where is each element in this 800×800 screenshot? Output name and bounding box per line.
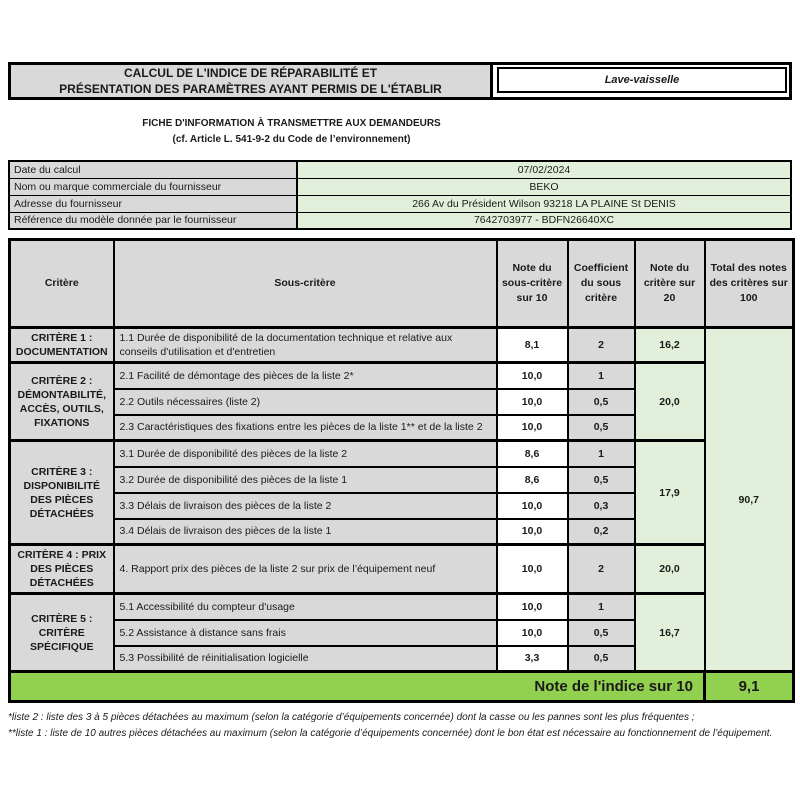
note20-critere-4: 20,0 — [635, 545, 705, 594]
table-row — [9, 161, 791, 178]
critere-3-label: CRITÈRE 3 : DISPONIBILITÉ DES PIÈCES DÉTACHÉES — [10, 441, 114, 545]
table-header-row — [10, 240, 794, 328]
note-5-2: 10,0 — [497, 620, 568, 646]
header-note-sous-critere: Note du sous-critère sur 10 — [497, 240, 568, 328]
info-value-date: 07/02/2024 — [297, 161, 791, 178]
header-critere: Critère — [10, 240, 114, 328]
info-value-reference: 7642703977 - BDFN26640XC — [297, 212, 791, 229]
info-label-reference: Référence du modèle donnée par le fournisseur — [9, 212, 297, 229]
coeff-2-1: 1 — [568, 363, 635, 389]
souscritere-3-3: 3.3 Délais de livraison des pièces de la liste 2 — [114, 493, 497, 519]
note20-critere-5: 16,7 — [635, 594, 705, 672]
subtitle-line-2: (cf. Article L. 541-9-2 du Code de l’environnement) — [172, 134, 411, 145]
header-total: Total des notes des critères sur 100 — [705, 240, 794, 328]
final-score-label: Note de l'indice sur 10 — [10, 672, 705, 702]
coeff-2-2: 0,5 — [568, 389, 635, 415]
header-note-critere: Note du critère sur 20 — [635, 240, 705, 328]
souscritere-3-2: 3.2 Durée de disponibilité des pièces de la liste 1 — [114, 467, 497, 493]
note-1-1: 8,1 — [497, 328, 568, 363]
note-3-3: 10,0 — [497, 493, 568, 519]
coeff-1-1: 2 — [568, 328, 635, 363]
final-score-row — [10, 672, 794, 702]
souscritere-2-3: 2.3 Caractéristiques des fixations entre les pièces de la liste 1** et de la liste 2 — [114, 415, 497, 441]
footnote-liste-2: *liste 2 : liste des 3 à 5 pièces détachées au maximum (selon la catégorie d’équipements concernée) dont la casse ou les pannes sont les plus fréquentes ; — [8, 712, 695, 723]
note-2-1: 10,0 — [497, 363, 568, 389]
info-label-brand: Nom ou marque commerciale du fournisseur — [9, 178, 297, 195]
souscritere-1-1: 1.1 Durée de disponibilité de la documentation technique et relative aux conseils d'utilisation et d'entretien — [114, 328, 497, 363]
coeff-4: 2 — [568, 545, 635, 594]
note-5-3: 3,3 — [497, 646, 568, 672]
info-value-brand: BEKO — [297, 178, 791, 195]
footnotes — [8, 710, 792, 741]
criteria-table — [8, 238, 795, 703]
title-line-2: PRÉSENTATION DES PARAMÈTRES AYANT PERMIS DE L'ÉTABLIR — [59, 82, 442, 96]
souscritere-3-1: 3.1 Durée de disponibilité des pièces de la liste 2 — [114, 441, 497, 467]
coeff-5-1: 1 — [568, 594, 635, 620]
coeff-3-1: 1 — [568, 441, 635, 467]
subtitle-line-1: FICHE D'INFORMATION À TRANSMETTRE AUX DEMANDEURS — [142, 118, 441, 129]
souscritere-5-1: 5.1 Accessibilité du compteur d'usage — [114, 594, 497, 620]
product-category-cell — [497, 67, 787, 93]
souscritere-2-1: 2.1 Facilité de démontage des pièces de la liste 2* — [114, 363, 497, 389]
souscritere-2-2: 2.2 Outils nécessaires (liste 2) — [114, 389, 497, 415]
header-coefficient: Coefficient du sous critère — [568, 240, 635, 328]
table-row — [10, 594, 794, 620]
coeff-3-4: 0,2 — [568, 519, 635, 545]
critere-1-label: CRITÈRE 1 : DOCUMENTATION — [10, 328, 114, 363]
final-score-value: 9,1 — [705, 672, 794, 702]
table-row — [9, 178, 791, 195]
total-sur-100: 90,7 — [705, 328, 794, 672]
coeff-2-3: 0,5 — [568, 415, 635, 441]
info-value-address: 266 Av du Président Wilson 93218 LA PLAINE St DENIS — [297, 195, 791, 212]
table-row — [9, 212, 791, 229]
document-title — [11, 65, 493, 97]
note20-critere-2: 20,0 — [635, 363, 705, 441]
product-category-label: Lave-vaisselle — [604, 74, 680, 86]
note-3-2: 8,6 — [497, 467, 568, 493]
subtitle-block — [8, 116, 575, 148]
note-3-1: 8,6 — [497, 441, 568, 467]
info-label-date: Date du calcul — [9, 161, 297, 178]
table-row — [9, 195, 791, 212]
critere-4-label: CRITÈRE 4 : PRIX DES PIÈCES DÉTACHÉES — [10, 545, 114, 594]
souscritere-4: 4. Rapport prix des pièces de la liste 2 sur prix de l’équipement neuf — [114, 545, 497, 594]
coeff-3-3: 0,3 — [568, 493, 635, 519]
note-4: 10,0 — [497, 545, 568, 594]
souscritere-3-4: 3.4 Délais de livraison des pièces de la liste 1 — [114, 519, 497, 545]
note-2-2: 10,0 — [497, 389, 568, 415]
note-5-1: 10,0 — [497, 594, 568, 620]
coeff-3-2: 0,5 — [568, 467, 635, 493]
supplier-info-table — [8, 160, 792, 230]
coeff-5-2: 0,5 — [568, 620, 635, 646]
note20-critere-1: 16,2 — [635, 328, 705, 363]
note20-critere-3: 17,9 — [635, 441, 705, 545]
table-row — [10, 441, 794, 467]
footnote-liste-1: **liste 1 : liste de 10 autres pièces détachées au maximum (selon la catégorie d’équipements concernée) dont le bon état est nécessaire au fonctionnement de l’équipement. — [8, 727, 773, 739]
header-sous-critere: Sous-critère — [114, 240, 497, 328]
info-label-address: Adresse du fournisseur — [9, 195, 297, 212]
table-row — [10, 545, 794, 594]
table-row — [10, 363, 794, 389]
coeff-5-3: 0,5 — [568, 646, 635, 672]
title-block — [8, 62, 792, 100]
note-3-4: 10,0 — [497, 519, 568, 545]
critere-5-label: CRITÈRE 5 : CRITÈRE SPÉCIFIQUE — [10, 594, 114, 672]
souscritere-5-2: 5.2 Assistance à distance sans frais — [114, 620, 497, 646]
souscritere-5-3: 5.3 Possibilité de réinitialisation logicielle — [114, 646, 497, 672]
note-2-3: 10,0 — [497, 415, 568, 441]
critere-2-label: CRITÈRE 2 : DÉMONTABILITÉ, ACCÈS, OUTILS, FIXATIONS — [10, 363, 114, 441]
title-line-1: CALCUL DE L'INDICE DE RÉPARABILITÉ ET — [123, 66, 378, 80]
table-row — [10, 328, 794, 363]
